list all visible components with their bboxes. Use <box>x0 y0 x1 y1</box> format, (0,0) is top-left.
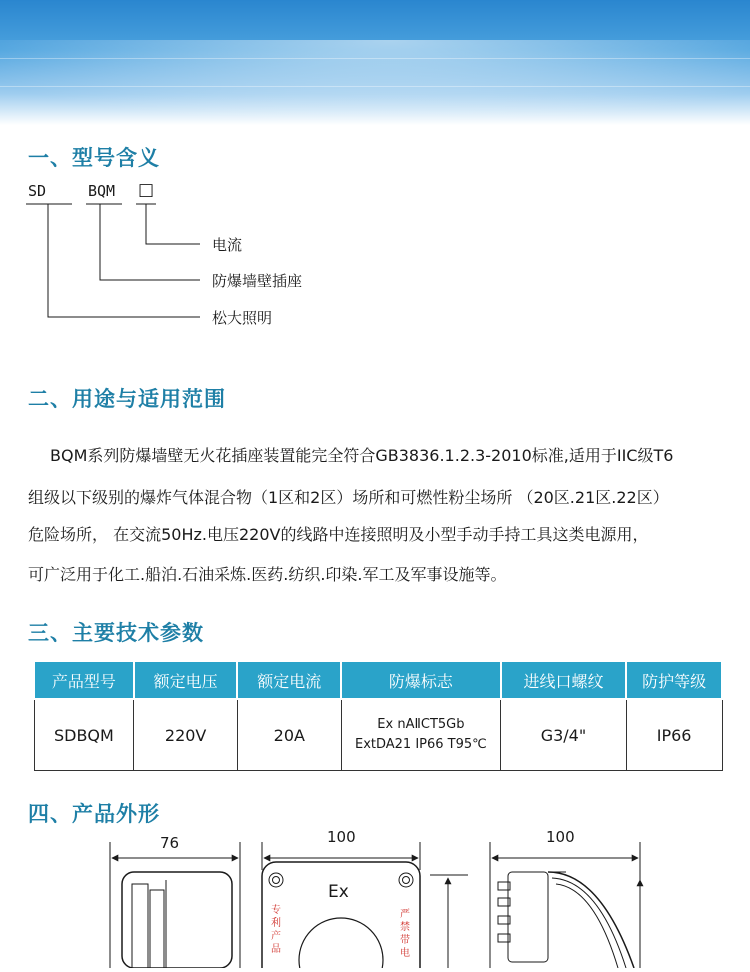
dim-side: 76 <box>160 834 180 852</box>
ex-mark-label: Ex <box>328 882 349 902</box>
usage-line: 危险场所， 在交流50Hz.电压220V的线路中连接照明及小型手动手持工具这类电源用， <box>28 525 649 544</box>
product-drawings <box>0 820 750 968</box>
code-box: □ <box>138 180 155 200</box>
usage-line: BQM系列防爆墙壁无火花插座装置能完全符合GB3836.1.2.3-2010标准,适用于IIC级T6 <box>50 446 674 465</box>
usage-line: 可广泛用于化工.船泊.石油采炼.医药.纺织.印染.军工及军事设施等。 <box>28 565 507 584</box>
cell-current: 20A <box>237 699 341 771</box>
cell-ex-mark <box>341 699 501 771</box>
dim-right: 100 <box>546 828 575 846</box>
dim-front: 100 <box>327 828 356 846</box>
section-title-model: 一、型号含义 <box>28 146 160 170</box>
cell-ip: IP66 <box>626 699 722 771</box>
col-header-ex-mark: 防爆标志 <box>341 661 501 699</box>
col-header-voltage: 额定电压 <box>134 661 238 699</box>
cell-model: SDBQM <box>34 699 134 771</box>
ex-mark-line: ExtDA21 IP66 T95℃ <box>354 737 487 752</box>
usage-line: 组级以下级别的爆炸气体混合物（1区和2区）场所和可燃性粉尘场所 （20区.21区.22区） <box>28 488 669 507</box>
spec-table <box>33 660 723 771</box>
section-title-usage: 二、用途与适用范围 <box>28 387 226 411</box>
col-header-current: 额定电流 <box>237 661 341 699</box>
banner-line <box>0 58 750 59</box>
col-header-ip: 防护等级 <box>626 661 722 699</box>
model-code-diagram <box>0 170 750 340</box>
col-header-model: 产品型号 <box>34 661 134 699</box>
code-leader-lines <box>0 170 750 340</box>
col-header-thread: 进线口螺纹 <box>501 661 627 699</box>
patent-label: 专利产品 <box>271 905 281 955</box>
cell-thread: G3/4" <box>501 699 627 771</box>
warning-label: 严禁带电 <box>400 909 410 959</box>
ex-mark-line: Ex nAⅡCT5Gb <box>377 717 465 732</box>
code-prefix: SD <box>28 182 47 200</box>
section-title-shape: 四、产品外形 <box>28 802 160 826</box>
cell-voltage: 220V <box>134 699 238 771</box>
code-series: BQM <box>88 182 116 200</box>
table-row <box>34 699 722 771</box>
label-socket: 防爆墙壁插座 <box>212 272 303 290</box>
outline-drawing <box>0 820 750 968</box>
header-banner <box>0 0 750 125</box>
label-brand: 松大照明 <box>212 309 273 327</box>
banner-line <box>0 86 750 87</box>
section-title-params: 三、主要技术参数 <box>28 621 204 645</box>
table-header-row <box>34 661 722 699</box>
label-current: 电流 <box>212 236 243 254</box>
banner-sheen <box>0 40 750 125</box>
